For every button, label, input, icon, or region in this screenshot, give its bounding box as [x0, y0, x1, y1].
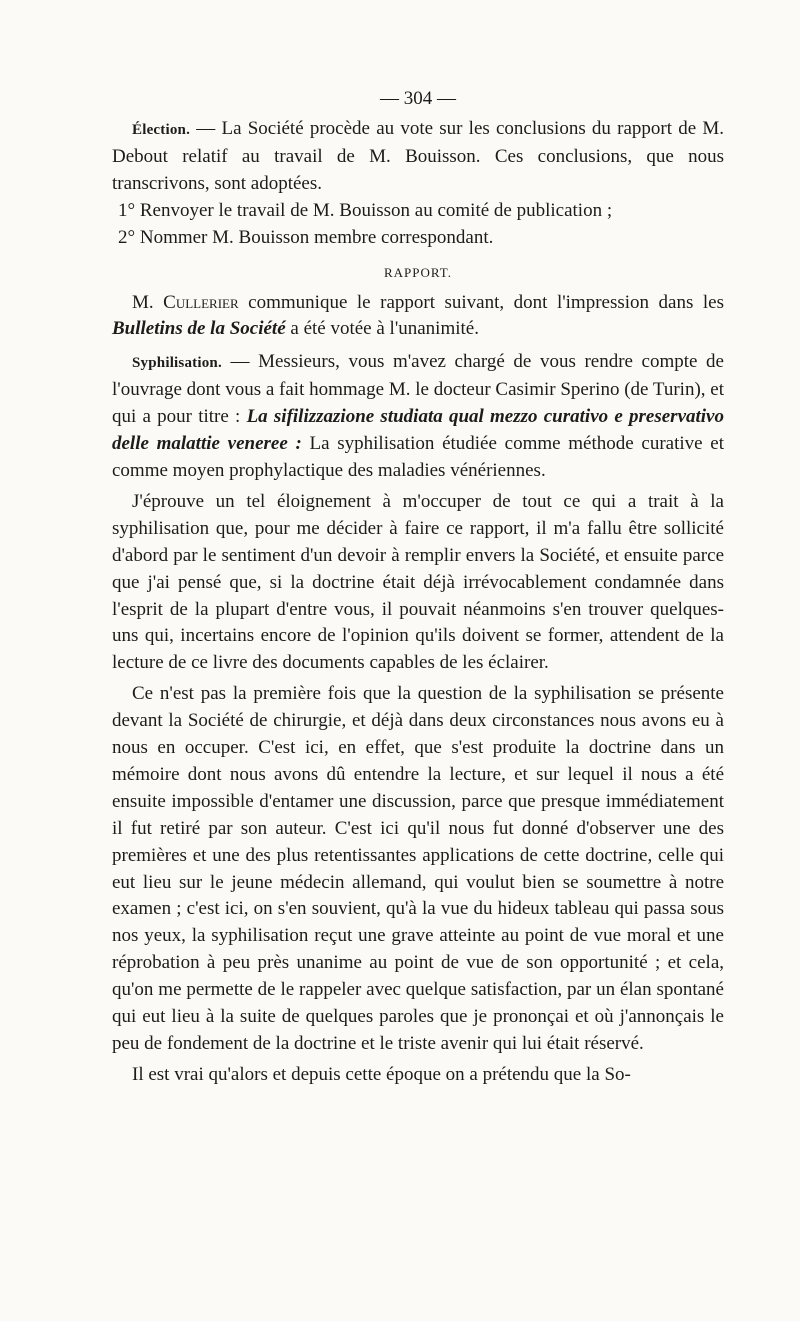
- paragraph-election: [112, 116, 724, 198]
- journal-title: Bulletins de la Société: [112, 318, 286, 340]
- text-column: [112, 86, 724, 1089]
- page-number: — 304 —: [380, 88, 456, 109]
- author-name: Cullerier: [163, 291, 239, 313]
- section-heading: RAPPORT.: [383, 264, 453, 280]
- paragraph-lead: Élection.: [132, 122, 191, 138]
- paragraph-lead: Syphilisation.: [132, 355, 222, 372]
- paragraph-text: — La Société procède au vote sur les conclusions du rapport de M. Debout relatif au travail de M. Bouisson. Ces conclusions, que nous transcrivons, sont adoptées.: [112, 118, 724, 194]
- paragraph-syphilisation: [112, 349, 724, 485]
- text-run: — Messieurs, vous m'avez chargé de vous rendre compte de l'ouvrage dont vous a fait hommage M. le docteur Casimir Sperino (de Turin), et qui a pour titre :: [112, 351, 724, 428]
- paragraph-body: Ce n'est pas la première fois que la question de la syphilisation se présente devant la Société de chirurgie, et déjà dans deux circonstances nous avons eu à nous en occuper. C'est ici, en effet, que s'est produite la doctrine dans un mémoire dont nous avons dû entendre la lecture, et sur lequel il nous a été ensuite impossible d'entamer une discussion, parce que presque immédiatement il fut retiré par son auteur. C'est ici qu'il nous fut donné d'observer une des premières et une des plus retentissantes applications de cette doctrine, celle qui eut lieu sur le jeune médecin allemand, qui voulut bien se soumettre à notre examen ; c'est ici, on s'en souvient, qu'à la vue du hideux tableau qui passa sous nos yeux, la syphilisation reçut une grave atteinte au point de vue moral et une réprobation à peu près unanime au point de vue de son opportunité ; et cela, qu'on me permette de le rappeler avec quelque satisfaction, par un élan spontané qui eut lieu à la suite de quelques paroles que je prononçai et où j'annonçais le peu de fondement de la doctrine et le triste avenir qui lui était réservé.: [112, 683, 724, 1054]
- paragraph-body: J'éprouve un tel éloignement à m'occuper de tout ce qui a trait à la syphilisation que, pour me décider à faire ce rapport, il m'a fallu être sollicité d'abord par le sentiment d'un devoir à remplir envers la Société, et ensuite parce que j'ai pensé que, si la doctrine était déjà irrévocablement condamnée dans l'esprit de la plupart d'entre vous, il pouvait néanmoins s'en trouver quelques-uns qui, incertains encore de l'opinion qu'ils doivent se former, attendent de la lecture de ce livre des documents capables de les éclairer.: [112, 490, 724, 674]
- text-run: M.: [132, 291, 164, 313]
- book-title: La sifilizzazione studiata qual mezzo curativo e preservativo delle malattie veneree :: [112, 406, 724, 455]
- text-run: communique le rapport suivant, dont l'impression dans les: [238, 291, 724, 313]
- list-item: 1° Renvoyer le travail de M. Bouisson au comité de publication ;: [118, 199, 613, 221]
- paragraph-rapport: [112, 290, 724, 344]
- list-item: 2° Nommer M. Bouisson membre correspondant.: [118, 226, 494, 248]
- text-run: La syphilisation étudiée comme méthode curative et comme moyen prophylactique des maladies vénériennes.: [112, 433, 724, 481]
- text-run: a été votée à l'unanimité.: [285, 318, 479, 340]
- paragraph-body: Il est vrai qu'alors et depuis cette époque on a prétendu que la So-: [132, 1063, 631, 1085]
